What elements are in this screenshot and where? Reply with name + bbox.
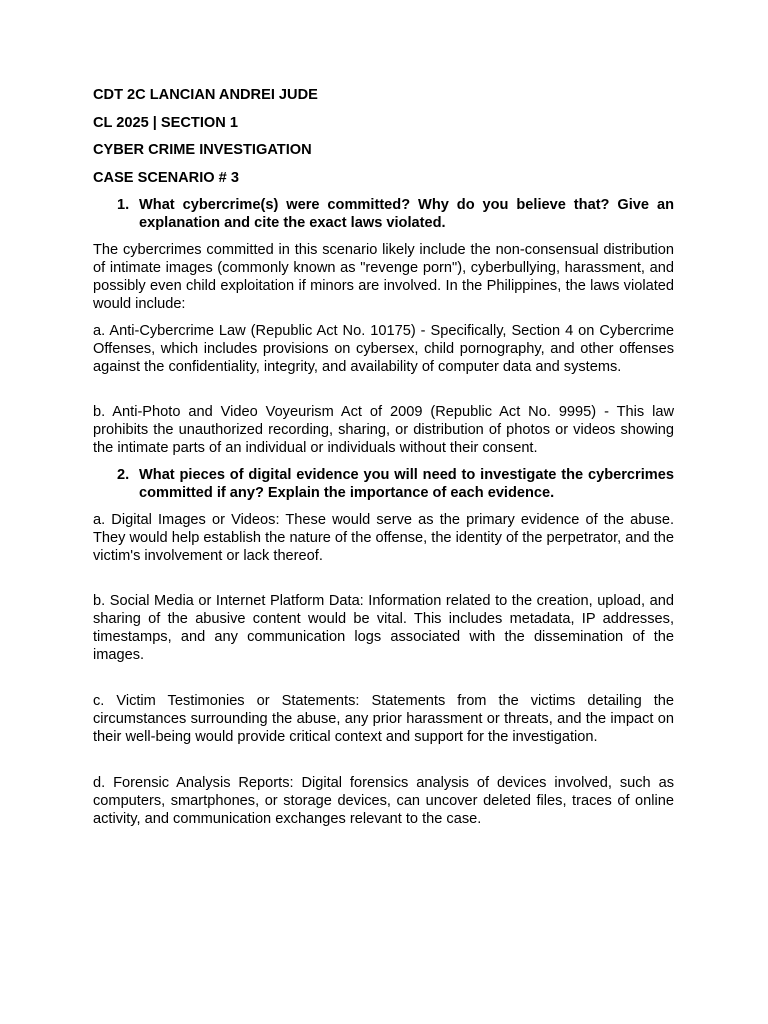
question-1 [93,196,674,232]
question-2-text: What pieces of digital evidence you will need to investigate the cybercrimes committed if any? Explain the importance of each evidence. [139,467,674,501]
document-page [93,86,674,837]
evidence-b: b. Social Media or Internet Platform Data: Information related to the creation, upload, and sharing of the abusive content would be vital. This includes metadata, IP addresses, timestamps, and any communication logs associated with the dissemination of the images. [93,593,674,663]
class-section: CL 2025 | SECTION 1 [93,114,238,131]
answer-1-law-a: a. Anti-Cybercrime Law (Republic Act No. 10175) - Specifically, Section 4 on Cybercrime Offenses, which includes provisions on cybersex, child pornography, and other offenses against the confidentiality, integrity, and availability of computer data and systems. [93,323,674,375]
question-2-number: 2. [117,467,130,483]
student-name: CDT 2C LANCIAN ANDREI JUDE [93,87,318,103]
evidence-a: a. Digital Images or Videos: These would serve as the primary evidence of the abuse. They would help establish the nature of the offense, the identity of the perpetrator, and the victim's involvement or lack thereof. [93,512,674,564]
course-title: CYBER CRIME INVESTIGATION [93,142,312,158]
question-1-text: What cybercrime(s) were committed? Why do you believe that? Give an explanation and cite the exact laws violated. [139,197,674,231]
evidence-d: d. Forensic Analysis Reports: Digital forensics analysis of devices involved, such as computers, smartphones, or storage devices, can uncover deleted files, traces of online activity, and communication exchanges relevant to the case. [93,775,674,827]
question-1-number: 1. [117,197,130,213]
answer-1-law-b: b. Anti-Photo and Video Voyeurism Act of 2009 (Republic Act No. 9995) - This law prohibits the unauthorized recording, sharing, or distribution of photos or videos showing the intimate parts of an individual or individuals without their consent. [93,404,674,456]
evidence-c: c. Victim Testimonies or Statements: Statements from the victims detailing the circumstances surrounding the abuse, any prior harassment or threats, and the impact on their well-being would provide critical context and support for the investigation. [93,693,674,745]
answer-1-intro: The cybercrimes committed in this scenario likely include the non-consensual distribution of intimate images (commonly known as "revenge porn"), cyberbullying, harassment, and possibly even child exploitation if minors are involved. In the Philippines, the laws violated would include: [93,242,674,312]
case-scenario-title: CASE SCENARIO # 3 [93,169,239,186]
question-2 [93,466,674,502]
